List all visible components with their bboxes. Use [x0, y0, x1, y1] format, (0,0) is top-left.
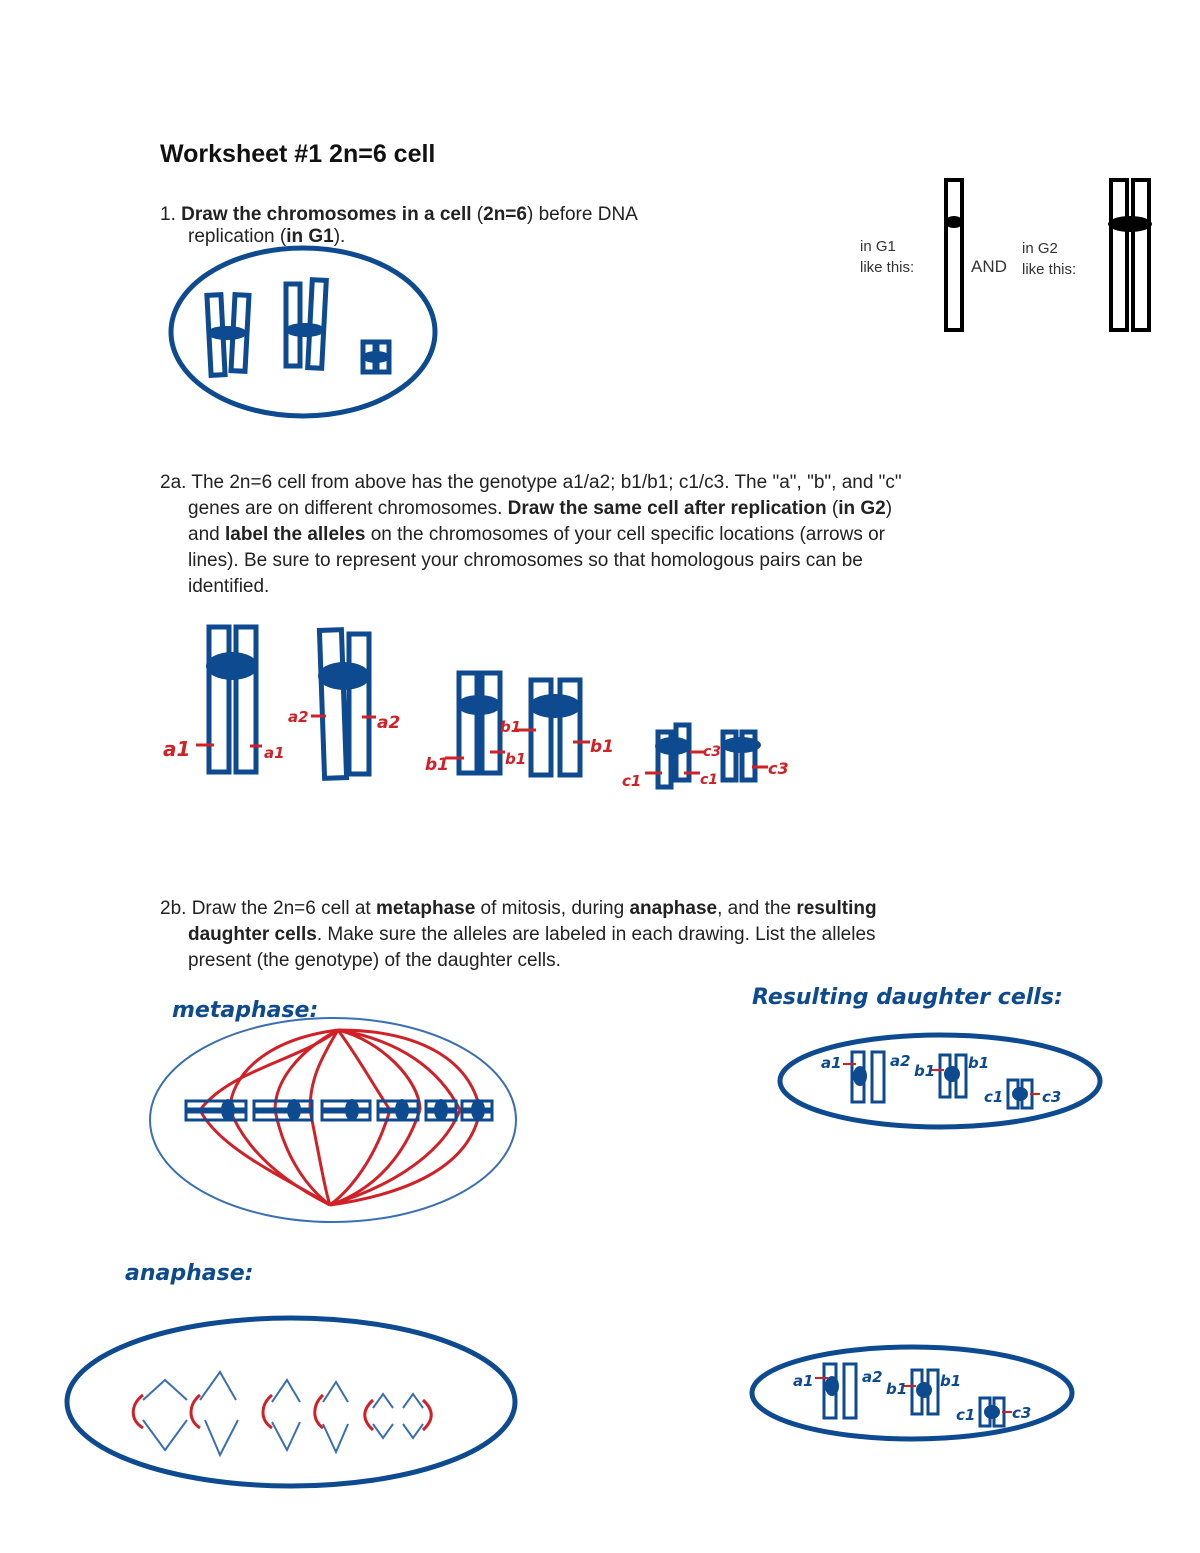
- anaphase-chromosomes: [143, 1372, 423, 1455]
- q2b-line-2b: . Make sure the alleles are labeled in each drawing. List the alleles: [316, 924, 876, 945]
- d1-label-b1-2: b1: [968, 1054, 990, 1072]
- q1-text-2: ) before DNA: [526, 204, 638, 225]
- q2a-line-5: identified.: [188, 576, 270, 597]
- anaphase-heading: anaphase:: [125, 1261, 254, 1286]
- anaphase-cell: [67, 1318, 515, 1486]
- d2-label-a2: a2: [862, 1368, 883, 1386]
- q1-text-3: replication (: [188, 226, 287, 247]
- g2-label-c1-1: c1: [622, 772, 642, 790]
- daughter-cell-2: [752, 1347, 1072, 1439]
- q2b-line-1d: anaphase: [629, 898, 718, 919]
- ref-g1-line-1: in G1: [860, 238, 896, 255]
- g2-label-c1-2: c1: [700, 772, 719, 788]
- d1-label-a2: a2: [890, 1052, 911, 1070]
- q2a-line-3b: label the alleles: [224, 524, 366, 545]
- d2-label-c3: c3: [1012, 1404, 1032, 1422]
- d1-label-c3: c3: [1042, 1088, 1062, 1106]
- daughter-heading: Resulting daughter cells:: [752, 985, 1063, 1010]
- d2-label-b1-2: b1: [940, 1372, 962, 1390]
- ref-g1-line-2: like this:: [860, 259, 915, 276]
- g2-label-a1-right: a1: [264, 744, 285, 762]
- q2a-line-2c: (: [826, 498, 839, 519]
- q2a-line-2e: ): [885, 498, 893, 519]
- g2-label-c3-1: c3: [703, 744, 722, 760]
- q2b-line-3: present (the genotype) of the daughter cells.: [188, 950, 561, 971]
- d2-label-b1-1: b1: [886, 1380, 908, 1398]
- d1-label-a1: a1: [821, 1054, 842, 1072]
- q1-bold-2: 2n=6: [483, 204, 527, 225]
- q2a-line-2d: in G2: [838, 498, 886, 519]
- g2-label-b1-3: b1: [500, 718, 522, 736]
- d2-label-a1: a1: [793, 1372, 814, 1390]
- g2-label-a1-left: a1: [163, 737, 191, 761]
- q2a-line-4: lines). Be sure to represent your chromosomes so that homologous pairs can be: [188, 550, 863, 571]
- d1-label-c1: c1: [984, 1088, 1004, 1106]
- g2-label-c3-2: c3: [768, 759, 789, 778]
- q1-bold-1: Draw the chromosomes in a cell: [181, 204, 472, 225]
- q2a-line-3c: on the chromosomes of your cell specific locations (arrows or: [365, 524, 885, 545]
- q2b-line-2a: daughter cells: [188, 924, 317, 945]
- q2b-line-1e: , and the: [717, 898, 797, 919]
- q2a-line-1: 2a. The 2n=6 cell from above has the genotype a1/a2; b1/b1; c1/c3. The "a", "b", and "c": [160, 472, 902, 493]
- daughter-cell-1: [780, 1035, 1100, 1127]
- g2-label-a2-right: a2: [377, 713, 401, 733]
- g2-label-b1-1: b1: [425, 755, 449, 775]
- g2-label-b1-4: b1: [590, 737, 614, 757]
- q2a-line-2b: Draw the same cell after replication: [507, 498, 827, 519]
- d2-label-c1: c1: [956, 1406, 976, 1424]
- metaphase-heading: metaphase:: [172, 998, 319, 1023]
- ref-and: AND: [971, 257, 1007, 276]
- g2-label-a2-left: a2: [288, 708, 309, 726]
- q1-text-4: ).: [333, 226, 346, 247]
- q1-text-1: (: [471, 204, 484, 225]
- d1-label-b1-1: b1: [914, 1062, 936, 1080]
- q2b-line-1a: 2b. Draw the 2n=6 cell at: [160, 898, 376, 919]
- g2-label-b1-2: b1: [505, 750, 527, 768]
- worksheet-title: Worksheet #1 2n=6 cell: [160, 140, 436, 168]
- q1-bold-3: in G1: [286, 226, 334, 247]
- q2a-line-3a: and: [188, 524, 225, 545]
- q1-number: 1.: [160, 204, 176, 225]
- metaphase-cell: [150, 1018, 516, 1222]
- q2a-line-2a: genes are on different chromosomes.: [188, 498, 508, 519]
- q2b-line-1b: metaphase: [376, 898, 476, 919]
- ref-g2-line-2: like this:: [1022, 261, 1077, 278]
- ref-g2-line-1: in G2: [1022, 240, 1058, 257]
- q2b-line-1f: resulting: [796, 898, 877, 919]
- q2b-line-1c: of mitosis, during: [475, 898, 630, 919]
